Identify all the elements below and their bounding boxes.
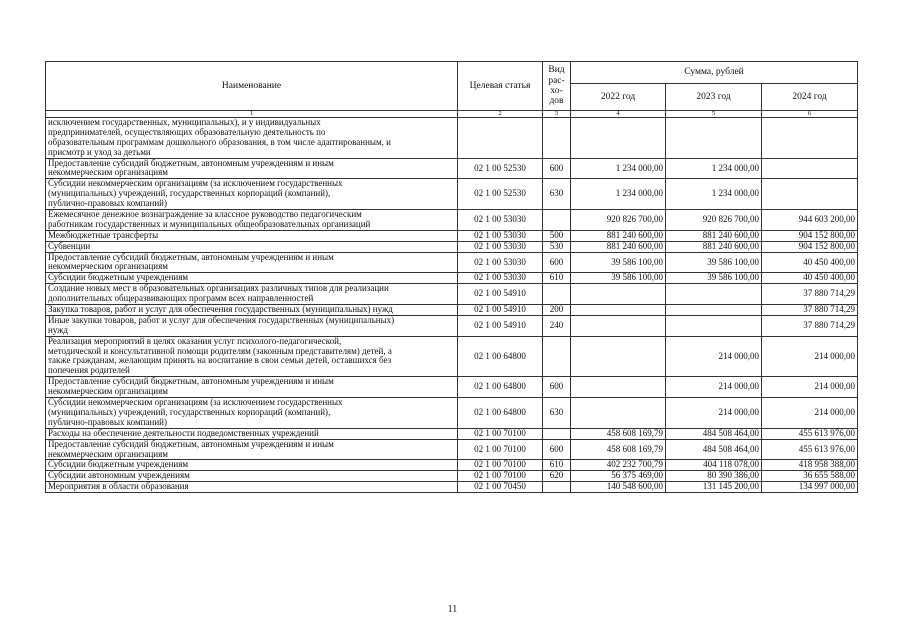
row-amount-2022	[571, 305, 666, 316]
row-amount-2024: 37 880 714,29	[762, 305, 858, 316]
row-name-line: Субвенции	[48, 241, 91, 251]
row-name-line: также гражданам, желающим принять на воспитание в свои семьи детей, оставшихся без	[48, 355, 392, 366]
row-amount-2022: 56 375 469,00	[571, 471, 666, 482]
row-name-line: (муниципальных) учреждений, государственных корпораций (компаний),	[48, 188, 331, 199]
row-amount-2023	[666, 315, 762, 336]
row-amount-2024: 944 603 200,00	[762, 210, 858, 231]
row-name-line: Ежемесячное денежное вознаграждение за классное руководство педагогическим	[48, 209, 362, 220]
row-expense-type	[543, 336, 571, 377]
row-target-article: 02 1 00 70100	[458, 471, 543, 482]
row-name-line: предпринимателей, осуществляющих образовательную деятельность по	[48, 126, 326, 137]
row-name	[46, 428, 458, 439]
row-amount-2023	[666, 305, 762, 316]
row-name	[46, 273, 458, 284]
row-amount-2022: 140 548 600,00	[571, 482, 666, 493]
table-row	[46, 315, 858, 336]
row-amount-2024: 214 000,00	[762, 398, 858, 429]
row-name	[46, 398, 458, 429]
row-expense-type: 630	[543, 179, 571, 210]
table-row	[46, 482, 858, 493]
header-name: Наименование	[46, 62, 458, 111]
row-name	[46, 305, 458, 316]
row-amount-2022	[571, 118, 666, 159]
header-target-article: Целевая статья	[458, 62, 543, 111]
row-name-line: некоммерческим организациям	[48, 448, 168, 459]
table-row	[46, 158, 858, 179]
row-amount-2024: 455 613 976,00	[762, 428, 858, 439]
table-row	[46, 460, 858, 471]
table-row	[46, 439, 858, 460]
row-name	[46, 377, 458, 398]
row-amount-2022: 1 234 000,00	[571, 179, 666, 210]
row-name-line: Субсидии некоммерческим организациям (за исключением государственных	[48, 178, 343, 189]
header-year-2022: 2022 год	[571, 84, 666, 111]
row-name-line: дополнительных общеразвивающих программ всех направленностей	[48, 293, 314, 304]
row-name-line: образовательным программам дошкольного образования, в том числе адаптированным, и	[48, 136, 391, 147]
row-name-line: попечения родителей	[48, 365, 130, 376]
row-amount-2022: 39 586 100,00	[571, 273, 666, 284]
row-amount-2023: 484 508 464,00	[666, 428, 762, 439]
row-amount-2024: 134 997 000,00	[762, 482, 858, 493]
budget-table	[45, 61, 858, 493]
row-name-line: Субсидии бюджетным учреждениям	[48, 459, 189, 470]
row-amount-2023: 881 240 600,00	[666, 241, 762, 252]
row-amount-2022	[571, 398, 666, 429]
row-name-line: Предоставление субсидий бюджетным, автономным учреждениям и иным	[48, 252, 334, 262]
row-amount-2023: 214 000,00	[666, 336, 762, 377]
row-expense-type: 600	[543, 252, 571, 273]
row-name	[46, 252, 458, 273]
row-name-line: Мероприятия в области образования	[48, 481, 189, 492]
row-expense-type: 620	[543, 471, 571, 482]
row-name-line: исключением государственных, муниципальных), и у индивидуальных	[48, 117, 321, 127]
row-amount-2024: 904 152 800,00	[762, 241, 858, 252]
row-amount-2024: 40 450 400,00	[762, 252, 858, 273]
row-amount-2023: 131 145 200,00	[666, 482, 762, 493]
row-amount-2022	[571, 336, 666, 377]
row-name-line: Расходы на обеспечение деятельности подведомственных учреждений	[48, 428, 319, 438]
row-amount-2023: 484 508 464,00	[666, 439, 762, 460]
row-amount-2024: 37 880 714,29	[762, 284, 858, 305]
row-amount-2024: 40 450 400,00	[762, 273, 858, 284]
row-name-line: работникам государственных и муниципальных общеобразовательных организаций	[48, 218, 371, 229]
col-number: 5	[666, 111, 762, 118]
row-target-article: 02 1 00 53030	[458, 210, 543, 231]
row-target-article: 02 1 00 70450	[458, 482, 543, 493]
row-amount-2024: 36 655 588,00	[762, 471, 858, 482]
row-amount-2023: 1 234 000,00	[666, 158, 762, 179]
col-number: 3	[543, 111, 571, 118]
row-amount-2024	[762, 179, 858, 210]
row-name	[46, 158, 458, 179]
row-amount-2023: 214 000,00	[666, 398, 762, 429]
row-name-line: Межбюджетные трансферты	[48, 230, 159, 240]
row-expense-type	[543, 210, 571, 231]
row-target-article: 02 1 00 54910	[458, 284, 543, 305]
row-amount-2022: 881 240 600,00	[571, 230, 666, 241]
row-name-line: Субсидии автономным учреждениям	[48, 470, 190, 481]
row-name	[46, 439, 458, 460]
row-amount-2023: 39 586 100,00	[666, 252, 762, 273]
row-name-line: Иные закупки товаров, работ и услуг для обеспечения государственных (муниципальных)	[48, 315, 395, 325]
row-name-line: Субсидии бюджетным учреждениям	[48, 272, 189, 283]
table-body	[46, 118, 858, 493]
header-expense-type: Вид рас-хо-дов	[543, 62, 571, 111]
row-name-line: (муниципальных) учреждений, государственных корпораций (компаний),	[48, 406, 331, 417]
row-name-line: некоммерческим организациям	[48, 386, 168, 397]
row-name-line: нужд	[48, 324, 68, 335]
row-expense-type	[543, 284, 571, 305]
row-amount-2024: 37 880 714,29	[762, 315, 858, 336]
table-row	[46, 241, 858, 252]
table-row	[46, 471, 858, 482]
row-amount-2022: 458 608 169,79	[571, 428, 666, 439]
row-target-article: 02 1 00 64800	[458, 336, 543, 377]
row-name-line: публично-правовых компаний)	[48, 198, 167, 209]
table-row	[46, 273, 858, 284]
row-amount-2023: 404 118 078,00	[666, 460, 762, 471]
row-expense-type: 240	[543, 315, 571, 336]
row-target-article: 02 1 00 64800	[458, 398, 543, 429]
row-name-line: присмотр и уход за детьми	[48, 146, 151, 157]
row-target-article: 02 1 00 54910	[458, 305, 543, 316]
row-amount-2022: 458 608 169,79	[571, 439, 666, 460]
row-name-line: Реализация мероприятий в целях оказания услуг психолого-педагогической,	[48, 336, 342, 346]
row-name-line: некоммерческим организациям	[48, 167, 168, 178]
row-name-line: публично-правовых компаний)	[48, 416, 167, 427]
row-expense-type: 610	[543, 273, 571, 284]
row-amount-2023: 39 586 100,00	[666, 273, 762, 284]
row-target-article: 02 1 00 70100	[458, 428, 543, 439]
row-name-line: Предоставление субсидий бюджетным, автономным учреждениям и иным	[48, 158, 334, 168]
row-amount-2022: 402 232 700,79	[571, 460, 666, 471]
row-name-line: Закупка товаров, работ и услуг для обеспечения государственных (муниципальных) нужд	[48, 304, 393, 315]
row-name-line: Создание новых мест в образовательных организациях различных типов для реализации	[48, 283, 389, 294]
row-amount-2022	[571, 377, 666, 398]
row-target-article: 02 1 00 52530	[458, 179, 543, 210]
row-name	[46, 284, 458, 305]
col-number: 4	[571, 111, 666, 118]
row-name	[46, 241, 458, 252]
table-row	[46, 377, 858, 398]
row-amount-2024: 418 958 388,00	[762, 460, 858, 471]
row-amount-2022	[571, 284, 666, 305]
table-row	[46, 305, 858, 316]
row-name-line: Предоставление субсидий бюджетным, автономным учреждениям и иным	[48, 376, 334, 387]
row-expense-type: 600	[543, 158, 571, 179]
row-target-article: 02 1 00 53030	[458, 241, 543, 252]
row-amount-2023: 1 234 000,00	[666, 179, 762, 210]
row-target-article: 02 1 00 64800	[458, 377, 543, 398]
row-target-article: 02 1 00 70100	[458, 460, 543, 471]
row-name	[46, 210, 458, 231]
row-name	[46, 315, 458, 336]
header-year-2023: 2023 год	[666, 84, 762, 111]
row-amount-2024: 214 000,00	[762, 377, 858, 398]
row-expense-type	[543, 428, 571, 439]
table-row	[46, 252, 858, 273]
row-target-article: 02 1 00 70100	[458, 439, 543, 460]
table-row	[46, 118, 858, 159]
row-amount-2024: 214 000,00	[762, 336, 858, 377]
row-expense-type	[543, 118, 571, 159]
row-amount-2023: 881 240 600,00	[666, 230, 762, 241]
header-year-2024: 2024 год	[762, 84, 858, 111]
row-name	[46, 460, 458, 471]
table-row	[46, 210, 858, 231]
row-expense-type: 610	[543, 460, 571, 471]
row-expense-type: 630	[543, 398, 571, 429]
row-amount-2024	[762, 158, 858, 179]
row-amount-2022: 881 240 600,00	[571, 241, 666, 252]
row-amount-2023: 214 000,00	[666, 377, 762, 398]
header-amount: Сумма, рублей	[571, 62, 858, 84]
table-row	[46, 230, 858, 241]
row-target-article: 02 1 00 54910	[458, 315, 543, 336]
row-amount-2024	[762, 118, 858, 159]
row-expense-type: 530	[543, 241, 571, 252]
row-expense-type: 600	[543, 377, 571, 398]
row-amount-2023	[666, 284, 762, 305]
row-expense-type	[543, 482, 571, 493]
row-target-article: 02 1 00 53030	[458, 230, 543, 241]
table-row	[46, 179, 858, 210]
row-amount-2022: 39 586 100,00	[571, 252, 666, 273]
row-name	[46, 482, 458, 493]
row-amount-2022: 920 826 700,00	[571, 210, 666, 231]
row-name-line: некоммерческим организациям	[48, 261, 168, 272]
page-number: 11	[447, 604, 458, 615]
row-amount-2023	[666, 118, 762, 159]
col-number: 2	[458, 111, 543, 118]
row-expense-type: 200	[543, 305, 571, 316]
row-amount-2022: 1 234 000,00	[571, 158, 666, 179]
row-amount-2022	[571, 315, 666, 336]
row-name-line: Субсидии некоммерческим организациям (за исключением государственных	[48, 397, 343, 408]
row-expense-type: 600	[543, 439, 571, 460]
col-number: 6	[762, 111, 858, 118]
row-amount-2023: 920 826 700,00	[666, 210, 762, 231]
row-target-article: 02 1 00 52530	[458, 158, 543, 179]
row-amount-2024: 455 613 976,00	[762, 439, 858, 460]
row-target-article: 02 1 00 53030	[458, 252, 543, 273]
col-number: 1	[46, 111, 458, 118]
row-target-article	[458, 118, 543, 159]
row-name	[46, 230, 458, 241]
row-name	[46, 179, 458, 210]
row-name	[46, 336, 458, 377]
row-amount-2023: 80 390 386,00	[666, 471, 762, 482]
table-row	[46, 336, 858, 377]
row-name-line: методической и консультативной помощи родителям (законным представителям) детей, а	[48, 345, 392, 356]
row-name	[46, 118, 458, 159]
row-amount-2024: 904 152 800,00	[762, 230, 858, 241]
row-expense-type: 500	[543, 230, 571, 241]
table-row	[46, 398, 858, 429]
table-row	[46, 428, 858, 439]
row-target-article: 02 1 00 53030	[458, 273, 543, 284]
row-name-line: Предоставление субсидий бюджетным, автономным учреждениям и иным	[48, 439, 334, 449]
table-row	[46, 284, 858, 305]
row-name	[46, 471, 458, 482]
